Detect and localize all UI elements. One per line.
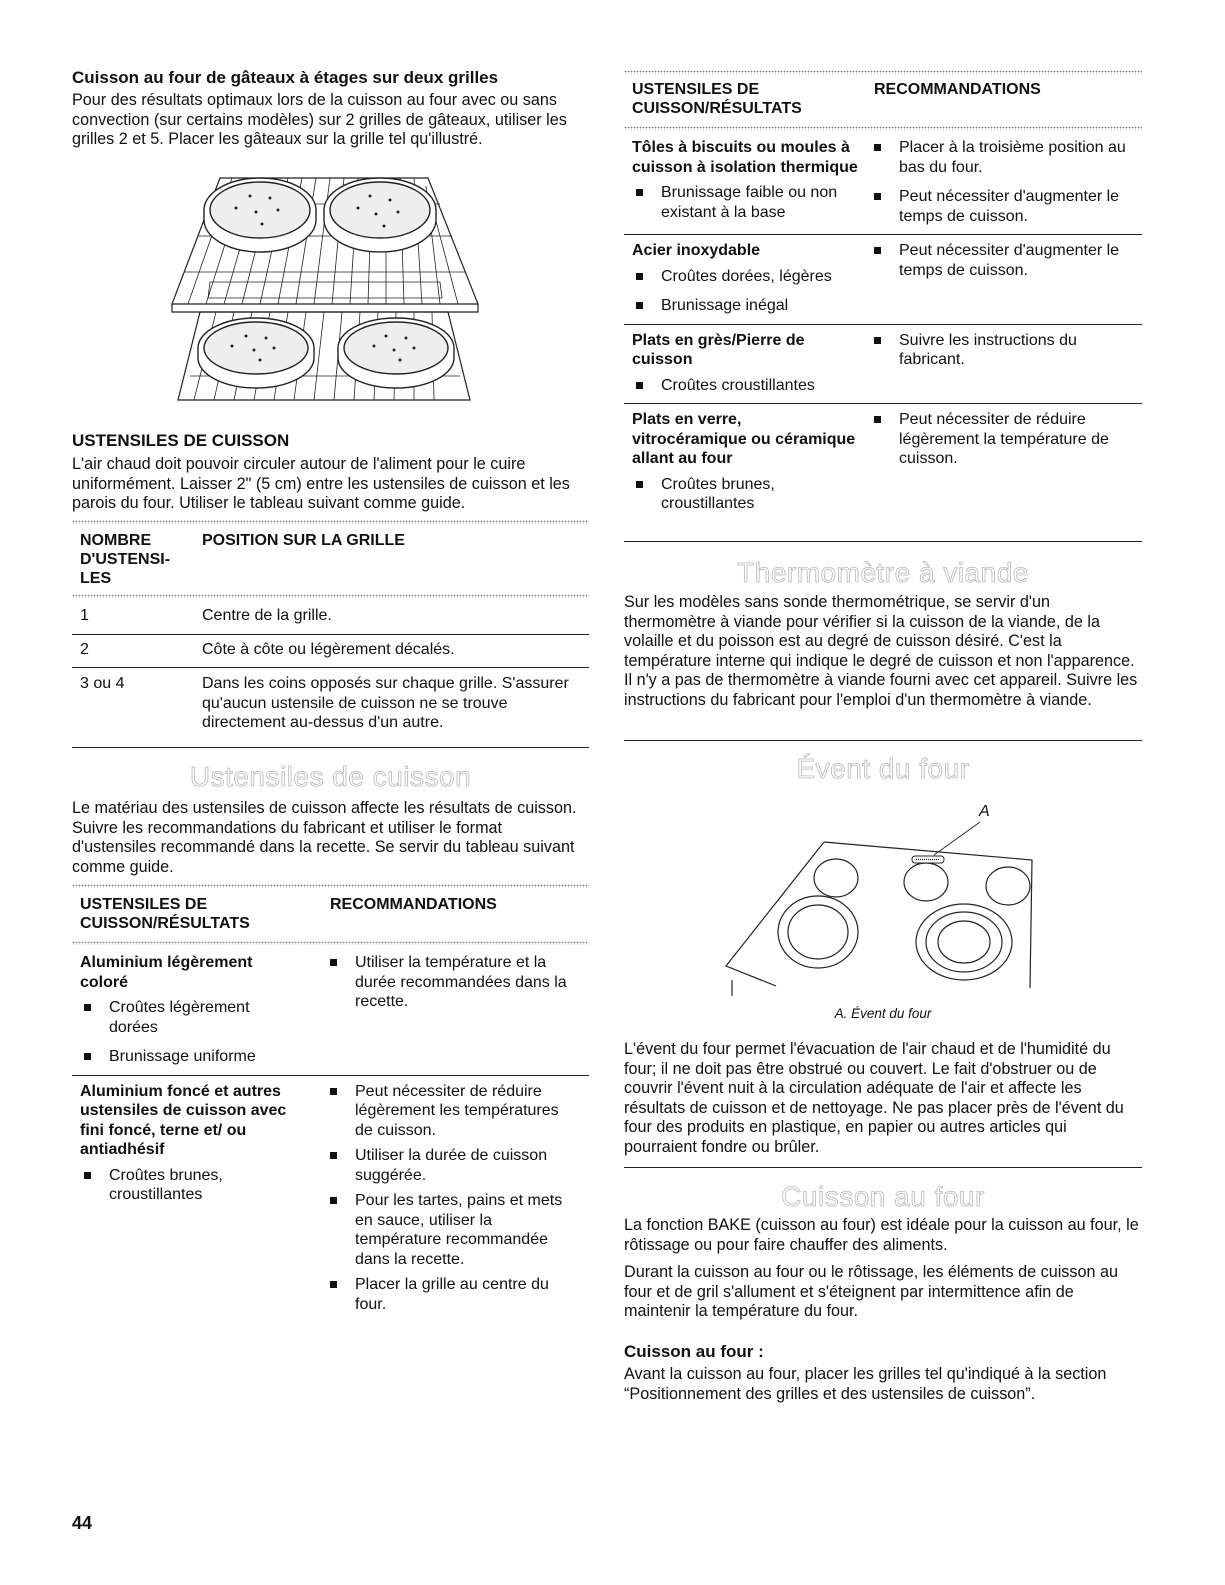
bakeware-name: Aluminium foncé et autres ustensiles de cuisson avec fini foncé, terne et/ ou antiadhésif (80, 1082, 287, 1158)
table-row (72, 598, 589, 635)
two-rack-cakes-illustration (170, 176, 490, 410)
baking-body-1: La fonction BAKE (cuisson au four) est idéale pour la cuisson au four, le rôtissage ou pour faire chauffer des aliments. (624, 1216, 1139, 1254)
multi-rack-body: Pour des résultats optimaux lors de la cuisson au four avec ou sans convection (sur certains modèles) sur 2 grilles de gâteaux, utiliser les grilles 2 et 5. Placer les gâteaux sur la grille tel qu'illustré. (72, 91, 567, 149)
section-divider (624, 1167, 1142, 1168)
bakeware-name: Plats en verre, vitrocéramique ou céramique allant au four (632, 411, 856, 467)
baking-body-3: Avant la cuisson au four, placer les grilles tel qu'indiqué à la section “Positionnement des grilles et des ustensiles de cuisson”. (624, 1365, 1107, 1403)
section-divider (624, 541, 1142, 542)
baking-body-2: Durant la cuisson au four ou le rôtissage, les éléments de cuisson au four et de gril s'allument et s'éteignent par intermittence afin de maintenir la température du four. (624, 1263, 1118, 1321)
bakeware-name: Plats en grès/Pierre de cuisson (632, 331, 805, 368)
placement-position: Dans les coins opposés sur chaque grille. S'assurer qu'aucun ustensile de cuisson ne se trouve directement au-dessus d'un autre. (202, 675, 569, 731)
bakeware-col-results-header: USTENSILES DE CUISSON/RÉSULTATS (80, 896, 250, 932)
oven-vent-title: Évent du four (796, 753, 970, 784)
recommendation-item: Peut nécessiter d'augmenter le temps de cuisson. (870, 187, 1132, 226)
result-item: Croûtes dorées, légères (632, 267, 864, 287)
placement-col-count-header: NOMBRE D'USTENSI- LES (80, 532, 171, 587)
meat-thermometer-title: Thermomètre à viande (737, 557, 1029, 588)
bakeware-right-col-results-header: USTENSILES DE CUISSON/RÉSULTATS (632, 81, 802, 117)
table-row (72, 668, 589, 741)
recommendation-item: Peut nécessiter de réduire légèrement les températures de cuisson. (326, 1082, 576, 1141)
bakeware-placement-heading: USTENSILES DE CUISSON (72, 431, 290, 450)
table-row (72, 635, 589, 669)
oven-vent-caption: A. Évent du four (834, 1006, 932, 1021)
multi-rack-heading: Cuisson au four de gâteaux à étages sur deux grilles (72, 68, 499, 87)
bakeware-right-col-recs-header: RECOMMANDATIONS (874, 81, 1041, 98)
oven-vent-callout: A (979, 803, 990, 820)
bakeware-name: Tôles à biscuits ou moules à cuisson à isolation thermique (632, 139, 858, 176)
table-row (72, 1076, 589, 1323)
placement-count: 3 ou 4 (80, 675, 125, 692)
bakeware-col-recs-header: RECOMMANDATIONS (330, 896, 497, 913)
placement-count: 1 (80, 607, 89, 624)
baking-title: Cuisson au four (781, 1181, 985, 1212)
bakeware-table-left (72, 884, 589, 1322)
recommendation-item: Pour les tartes, pains et mets en sauce, utiliser la température recommandée dans la recette. (326, 1191, 576, 1269)
page-number: 44 (72, 1513, 93, 1533)
section-divider (72, 747, 589, 748)
bakeware-placement-body: L'air chaud doit pouvoir circuler autour de l'aliment pour le cuire uniformément. Laisser 2" (5 cm) entre les ustensiles de cuisson et les parois du four. Utiliser le tableau suivant comme guide. (72, 455, 570, 513)
result-item: Brunissage faible ou non existant à la base (632, 183, 864, 222)
bakeware-name: Aluminium légèrement coloré (80, 954, 253, 991)
result-item: Brunissage inégal (632, 296, 864, 316)
placement-count: 2 (80, 640, 89, 658)
table-row (624, 404, 1142, 522)
recommendation-item: Peut nécessiter d'augmenter le temps de cuisson. (870, 241, 1132, 280)
recommendation-item: Peut nécessiter de réduire légèrement la température de cuisson. (870, 410, 1132, 469)
recommendation-item: Utiliser la durée de cuisson suggérée. (326, 1146, 576, 1185)
placement-position: Côte à côte ou légèrement décalés. (202, 640, 455, 658)
table-row (624, 325, 1142, 405)
oven-vent-illustration (724, 800, 1044, 1000)
bakeware-table-right (624, 70, 1142, 522)
recommendation-item: Placer à la troisième position au bas du four. (870, 138, 1132, 177)
meat-thermometer-body: Sur les modèles sans sonde thermométrique, se servir d'un thermomètre à viande pour vérifier si la cuisson de la viande, de la volaille et du poisson est au degré de cuisson désiré. C'est la température interne qui indique le degré de cuisson et non l'apparence. Il n'y a pas de thermomètre à viande fourni avec cet appareil. Suivre les instructions du fabricant pour l'emploi d'un thermomètre à viande. (624, 593, 1138, 709)
placement-position: Centre de la grille. (202, 607, 332, 624)
result-item: Brunissage uniforme (80, 1047, 290, 1067)
table-row (72, 945, 589, 1076)
table-row (624, 235, 1142, 325)
result-item: Croûtes brunes, croustillantes (632, 475, 864, 514)
placement-table (72, 520, 589, 741)
result-item: Croûtes croustillantes (632, 376, 864, 396)
table-row (624, 130, 1142, 235)
bakeware-section-body: Le matériau des ustensiles de cuisson affecte les résultats de cuisson. Suivre les recommandations du fabricant et utiliser le format d'ustensiles recommandé dans la recette. Se servir du tableau suivant comme guide. (72, 799, 577, 876)
recommendation-item: Utiliser la température et la durée recommandées dans la recette. (326, 953, 576, 1012)
bakeware-section-title: Ustensiles de cuisson (189, 761, 472, 792)
section-divider (624, 740, 1142, 741)
bakeware-name: Acier inoxydable (632, 242, 761, 259)
oven-vent-body: L'évent du four permet l'évacuation de l'air chaud et de l'humidité du four; il ne doit pas être obstrué ou couvert. Le fait d'obstruer ou de couvrir l'évent nuit à la circulation adéquate de l'air et affecte les résultats de cuisson et de nettoyage. Ne pas placer près de l'évent du four des produits en plastique, en papier ou autres articles qui pourraient fondre ou brûler. (624, 1040, 1124, 1156)
baking-sub-heading: Cuisson au four : (624, 1342, 764, 1361)
result-item: Croûtes brunes, croustillantes (80, 1166, 290, 1205)
result-item: Croûtes légèrement dorées (80, 998, 290, 1037)
recommendation-item: Placer la grille au centre du four. (326, 1275, 576, 1314)
placement-col-position-header: POSITION SUR LA GRILLE (202, 532, 405, 549)
recommendation-item: Suivre les instructions du fabricant. (870, 331, 1132, 370)
